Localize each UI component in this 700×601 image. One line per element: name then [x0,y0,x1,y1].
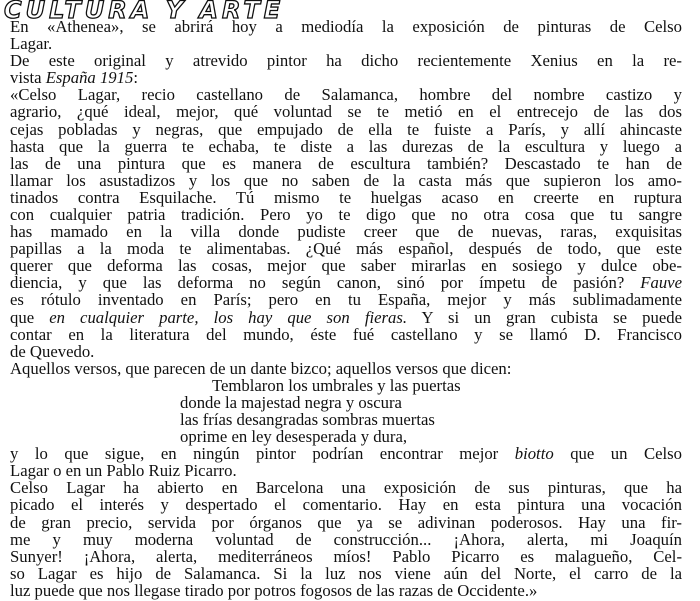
text-line: De este original y atrevido pintor ha dicho recientemente Xenius en la re- [10,51,682,71]
text-line: vista España 1915: [10,68,138,88]
text-line: que en cualquier parte, los hay que son fieras. Y si un gran cubista se puede [10,307,682,327]
text-line: picado el interés y despertado el comentario. Hay en esta pintura una vocación [10,495,682,515]
text-line: me y muy moderna voluntad de construcción... ¡Ahora, alerta, mi Joaquín [10,529,682,549]
text-line: las de una pintura que es manera de escultura también? Descastado te han de [10,153,682,173]
text-line: luz puede que nos llegase tirado por potros fogosos de las razas de Occidente.» [10,580,538,600]
text-line: so Lagar es hijo de Salamanca. Si la luz nos viene aún del Norte, el carro de la [10,563,682,583]
text-line: llamar los asustadizos y los que no saben de la casta más que supieron los amo- [10,170,682,190]
text-line: has mamado en la villa donde pudiste creer que de nuevas, raras, exquisitas [10,222,682,242]
text-line: con cualquier patria tradición. Pero yo te digo que no otra cosa que tu sangre [10,204,682,224]
text-line: de gran precio, servida por órganos que ya se adivinan poderosos. Hay una fir- [10,512,682,532]
text-line: tinados contra Esquilache. Tú mismo te huelgas acaso en creerte en ruptura [10,187,682,207]
text-line: papillas a la moda te alimentabas. ¿Qué más español, después de todo, que este [10,239,682,259]
text-line: es rótulo inventado en París; pero en tu España, mejor y más sublimadamente [10,290,682,310]
text-line: hasta que la guerra te echaba, te diste a las durezas de la escultura y luego a [10,136,682,156]
verse-line: las frías desangradas sombras muertas [180,410,435,430]
text-line: cejas pobladas y negras, que empujado de ella te fuiste a París, y allí ahincaste [10,119,682,139]
text-line: Aquellos versos, que parecen de un dante bizco; aquellos versos que dicen: [10,358,512,378]
text-line: Lagar. [10,34,53,54]
section-heading: CULTURA Y ARTE [4,0,285,24]
verse-line: donde la majestad negra y oscura [180,392,402,412]
text-line: contar en la literatura del mundo, éste fué castellano y se llamó D. Francisco [10,324,682,344]
text-line: diencia, y que las deforma no según canon, sinó por ímpetu de pasión? Fauve [10,273,682,293]
text-line: de Quevedo. [10,341,95,361]
text-line: y lo que sigue, en ningún pintor podrían encontrar mejor biotto que un Celso [10,444,682,464]
text-line: Celso Lagar ha abierto en Barcelona una exposición de sus pinturas, que ha [10,478,682,498]
text-line: En «Athenea», se abrirá hoy a mediodía la exposición de pinturas de Celso [10,17,682,36]
verse-line: oprime en ley desesperada y dura, [180,427,408,447]
text-line: «Celso Lagar, recio castellano de Salamanca, hombre del nombre castizo y [10,85,682,105]
text-line: agrario, ¿qué ideal, mejor, qué voluntad se te metió en el entrecejo de las dos [10,102,682,122]
text-line: Sunyer! ¡Ahora, alerta, mediterráneos míos! Pablo Picarro es malagueño, Cel- [10,546,682,566]
verse-line: Temblaron los umbrales y las puertas [212,375,461,395]
text-line: Lagar o en un Pablo Ruiz Picarro. [10,461,237,481]
text-line: querer que deforma las cosas, mejor que saber mirarlas en sosiego y dulce obe- [10,256,682,276]
